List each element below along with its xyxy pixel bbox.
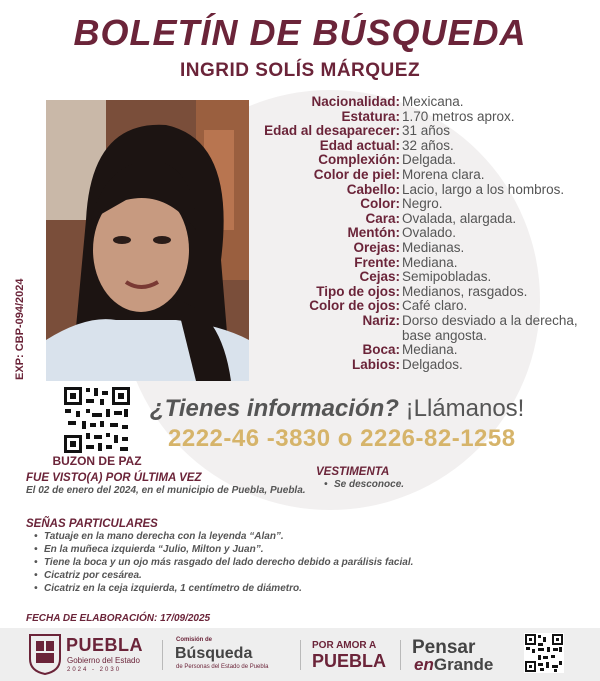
detail-row [250,358,600,373]
mark-item: • En la muñeca izquierda “Julio, Milton y Juan”. [26,543,586,556]
detail-value: Morena clara. [402,166,485,182]
por-amor-text: POR AMOR A [312,640,377,651]
clothing-item: • Se desconoce. [316,478,566,491]
physical-description [250,95,600,372]
qr-icon [62,385,132,455]
clothing-title: VESTIMENTA [316,466,390,478]
detail-value: 31 años [402,123,451,139]
phone-numbers[interactable]: 2222-46 -3830 o 2226-82-1258 [168,425,516,452]
detail-label: Color de ojos: [309,298,400,314]
footer-divider [162,640,163,670]
detail-row [250,110,600,125]
detail-label: Color: [360,196,400,212]
mark-item: • Cicatriz en la ceja izquierda, 1 centímetro de diámetro. [26,582,586,595]
pensar-text: Pensar [412,637,476,658]
footer-divider [300,640,301,670]
expediente-number: EXP: CBP-094/2024 [14,278,26,380]
marks-title: SEÑAS PARTICULARES [26,518,158,530]
detail-row [250,168,600,183]
detail-value: Delgada. [402,152,457,168]
detail-label: Edad actual: [319,137,400,153]
detail-value: Lacio, largo a los hombros. [402,181,565,197]
detail-label: Estatura: [341,108,400,124]
distinguishing-marks-section [26,518,586,595]
qr-icon [524,633,564,673]
detail-value: Medianas. [402,239,465,255]
detail-row [250,197,600,212]
detail-row [250,270,600,285]
detail-value: Medianos, rasgados. [402,283,528,299]
qr-code-footer[interactable] [524,633,564,673]
years-text: 2024 - 2030 [67,667,122,673]
person-name: INGRID SOLÍS MÁRQUEZ [179,60,421,81]
clothing-section [316,466,566,491]
detail-row [250,212,600,227]
detail-value: Café claro. [402,298,468,314]
detail-label: Edad al desaparecer: [264,123,400,139]
detail-value: Negro. [402,196,443,212]
detail-value: Ovalado. [402,225,457,241]
person-photo [46,100,249,381]
detail-label: Color de piel: [313,166,400,182]
mark-item: • Tiene la boca y un ojo más rasgado del lado derecho debido a parálisis facial. [26,556,586,569]
busqueda-subtitle: de Personas del Estado de Puebla [176,664,269,670]
bulletin-title: BOLETÍN DE BÚSQUEDA [73,12,527,53]
detail-row [250,299,600,314]
buzon-de-paz-label: BUZON DE PAZ [52,454,142,468]
detail-label: Tipo de ojos: [316,283,400,299]
last-seen-text: El 02 de enero del 2024, en el municipio de Puebla, Puebla. [26,485,306,496]
puebla-logo-text: PUEBLA [66,635,144,655]
en-grande-text [414,655,493,675]
last-seen-title: FUE VISTO(A) POR ÚLTIMA VEZ [26,472,202,484]
expediente-wrap [14,278,28,420]
detail-label: Cara: [365,210,400,226]
puebla-slogan-text: PUEBLA [312,651,387,671]
qr-code-buzon[interactable] [62,385,132,455]
detail-row [250,343,600,358]
detail-value: Mediana. [402,254,458,270]
detail-label: Complexión: [318,152,400,168]
detail-row [250,285,600,300]
detail-value: Delgados. [402,356,463,372]
detail-value: Dorso desviado a la derecha, base angosta. [402,312,578,343]
grande-text: Grande [433,655,494,674]
en-text: en [414,655,434,674]
info-question [150,395,524,423]
detail-value: Mexicana. [402,94,464,109]
detail-row [250,139,600,154]
detail-row [250,256,600,271]
gobierno-text: Gobierno del Estado [67,656,140,665]
detail-label: Labios: [351,356,400,372]
busqueda-logo-text: Búsqueda [175,645,253,662]
detail-row [250,95,600,110]
date-created: FECHA DE ELABORACIÓN: 17/09/2025 [26,613,211,624]
question-text: ¿Tienes información? [150,395,399,422]
detail-value: Semipobladas. [402,269,492,285]
mark-item: • Tatuaje en la mano derecha con la leyenda “Alan”. [26,530,586,543]
detail-label: Mentón: [347,225,400,241]
detail-row [250,314,600,343]
detail-value: 32 años. [402,137,454,153]
detail-row [250,183,600,198]
detail-row [250,153,600,168]
detail-value: Mediana. [402,342,458,358]
photo-illustration [46,100,249,381]
footer-divider [400,640,401,670]
detail-label: Frente: [354,254,400,270]
detail-row [250,226,600,241]
mark-item: • Cicatriz por cesárea. [26,569,586,582]
detail-label: Orejas: [353,239,400,255]
footer-logos [0,628,600,681]
detail-label: Nacionalidad: [311,94,400,109]
detail-value: 1.70 metros aprox. [402,108,515,124]
detail-value: Ovalada, alargada. [402,210,517,226]
puebla-shield-icon [28,633,62,675]
comision-text: Comisión de [176,637,213,643]
call-us-text: ¡Llámanos! [405,395,525,422]
detail-label: Nariz: [362,312,400,328]
last-seen-section [26,472,316,497]
detail-row [250,241,600,256]
detail-label: Cejas: [359,269,400,285]
detail-label: Boca: [362,342,400,358]
detail-label: Cabello: [346,181,400,197]
detail-row [250,124,600,139]
